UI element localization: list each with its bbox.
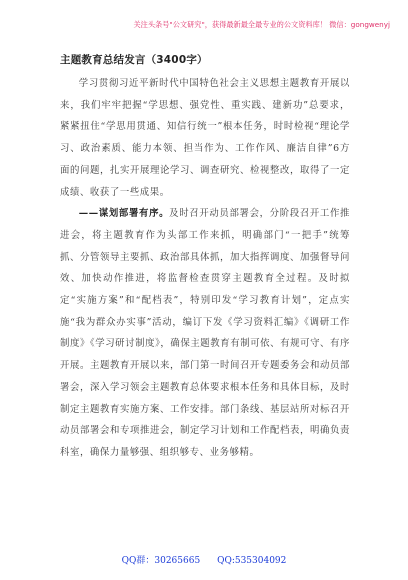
top-banner [0, 0, 408, 42]
paragraph-intro: 学习贯彻习近平新时代中国特色社会主义思想主题教育开展以来，我们牢牢把握“学思想、强党性、重实践、建新功”总要求，紧紧扭住“学思用贯通、知信行统一”根本任务，时时检视“理论学习、政治素质、能力本领、担当作为、工作作风、廉洁自律”6方面的问题，扎实开展理论学习、调查研究、检视整改，取得了一定成绩、收获了一些成果。 [60, 78, 350, 198]
banner-text: 关注头条号"公文研究"，获得最新最全最专业的公文资料库！ 微信：gongwenyj [133, 20, 390, 29]
footer [0, 553, 408, 573]
document-title: 主题教育总结发言（3400字） [60, 54, 208, 66]
footer-qq: QQ:535304092 [217, 556, 287, 566]
paragraph-planning-text: 及时召开动员部署会，分阶段召开工作推进会，将主题教育作为头部工作来抓，明确部门“一把手”统筹抓、分管领导主要抓、政治部具体抓，加大指挥调度、加强督导问效、加快动作推进，将监督检查贯穿主题教育全过程。及时拟定“实施方案”和“配档表”，特别印发“学习教育计划”，定点实施“我为群众办实事”活动，编订下发《学习资料汇编》《调研工作制度》《学习研讨制度》，确保主题教育有制可依、有规可守、有序开展。主题教育开展以来，部门第一时间召开专题委务会和动员部署会，深入学习领会主题教育总体要求根本任务和具体目标，及时制定主题教育实施方案、工作安排。部门条线、基层站所对标召开动员部署会和专项推进会，制定学习计划和工作配档表，明确负责科室，确保力量够强、组织够专、业务够精。 [60, 208, 350, 458]
footer-qq-group: QQ群：30265665 [121, 556, 201, 566]
document-body [60, 52, 350, 464]
paragraph-lead: ——谋划部署有序。 [78, 208, 170, 220]
paragraph-planning [60, 203, 350, 463]
